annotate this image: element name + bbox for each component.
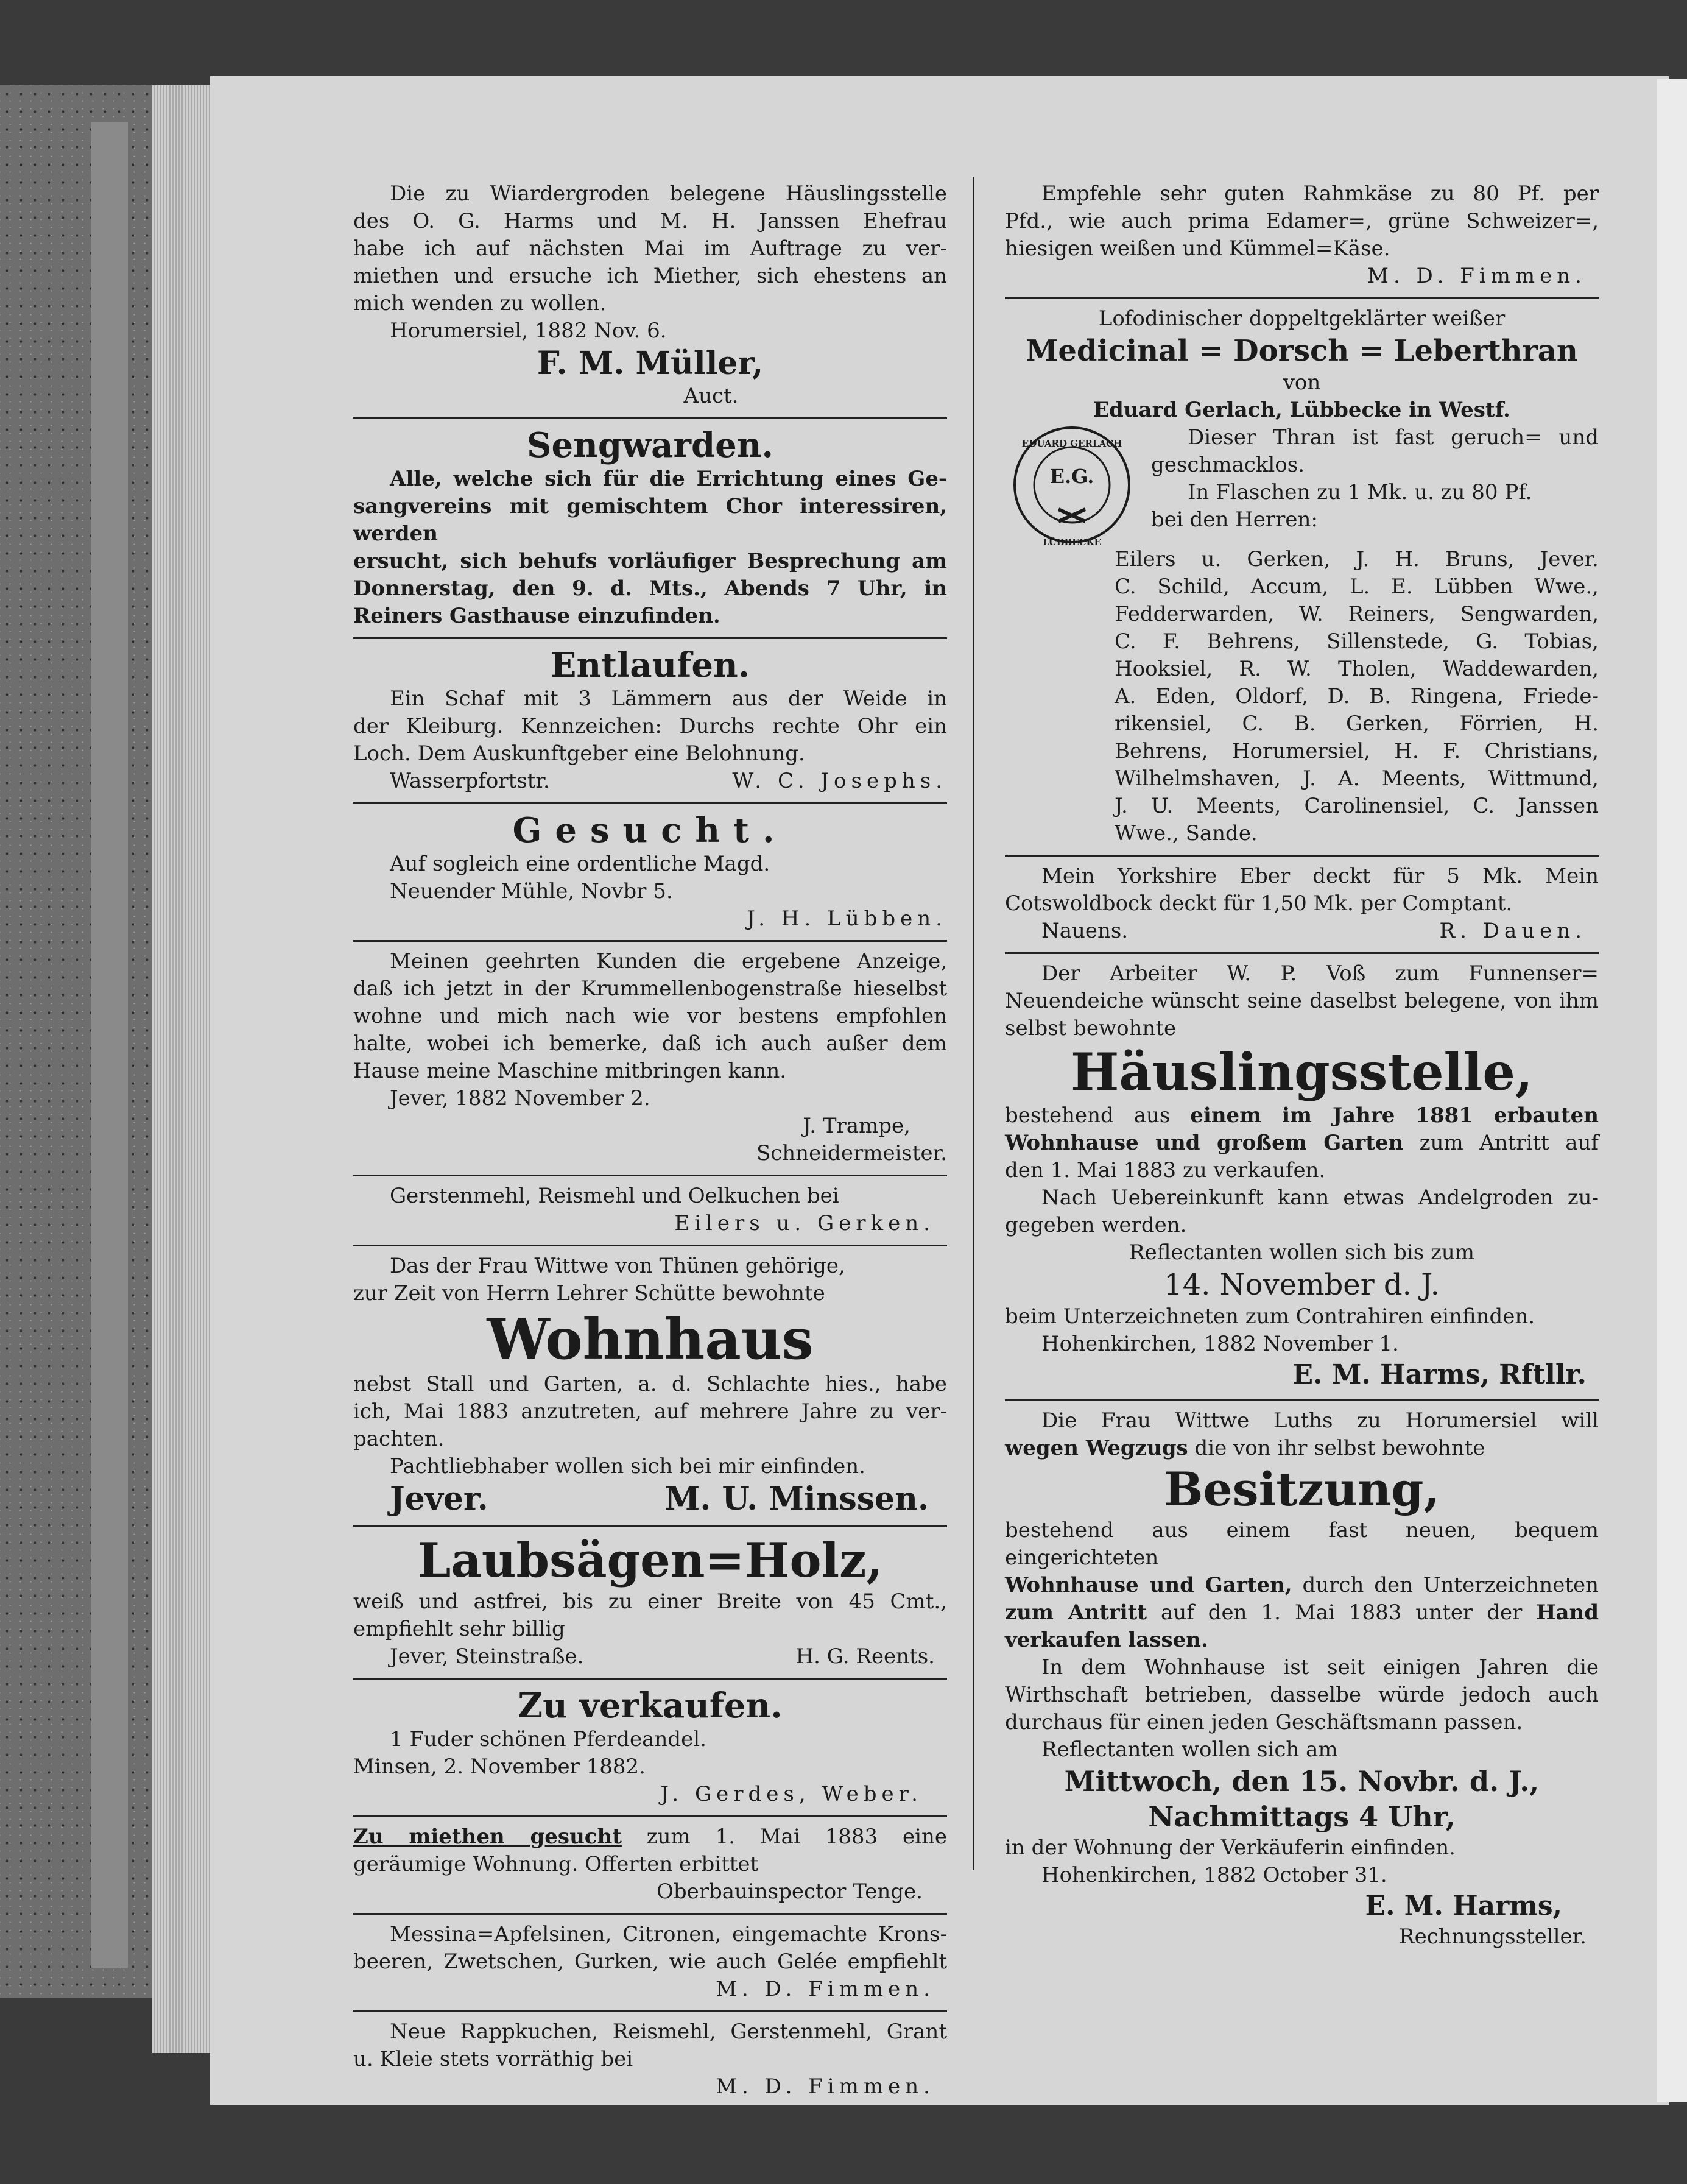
separator (353, 1245, 947, 1246)
ad-haeuslingsstelle-wiardergroden: Die zu Wiardergroden belegene Häuslingsstelle des O. G. Harms und M. H. Janssen Ehefrau habe ich auf nächsten Mai im Auftrage zu ver- miethen und ersuche ich Miether, sich ehestens an mich wenden zu wollen. Horumersiel, 1882 Nov. 6. F. M. Müller, Auct. (353, 182, 947, 408)
separator (1005, 1399, 1599, 1401)
ad-haeuslingsstelle-voss: Der Arbeiter W. P. Voß zum Funnenser= Neuendeiche wünscht seine daselbst belegene, von ihm selbst bewohnte Häuslingsstelle, bestehend aus einem im Jahre 1881 erbauten Wohnhause und großem Garten zum Antritt auf den 1. Mai 1883 zu verkaufen. Nach Uebereinkunft kann etwas Andelgroden zu- gegeben werden. Reflectanten wollen sich bis zum 14. November d. J. beim Unterzeichneten zum Contrahiren einfinden. Hohenkirchen, 1882 November 1. E. M. Harms, Rftllr. (1005, 961, 1599, 1390)
ad-leberthran: Lofodinischer doppeltgeklärter weißer Medicinal = Dorsch = Leberthran von Eduard Gerlach, Lübbecke in Westf. E.G. EDUARD GERLACH LÜBBECKE Dieser Thran ist fast geruch= und geschmacklos. In Flaschen zu 1 Mk. u. zu 80 Pf. bei den Herren: Eilers u. Gerken, J. H. Bruns, Jever. C. Schild, Accum, L. E. Lübben Wwe., Fedderwarden, W. Reiners, Sengwarden, C. F. Behrens, Sillenstede, G. Tobias, Hooksiel, R. W. Tholen, Waddewarden, A. Eden, Oldorf, D. B. Ringena, Friede- rikensiel, C. B. Gerken, Förrien, H. Behrens, Horumersiel, H. F. Christians, Wilhelmshaven, J. A. Meents, Wittmund, J. U. Meents, Carolinensiel, C. Janssen Wwe., Sande. (1005, 302, 1599, 852)
ad-title: Sengwarden. (527, 425, 773, 465)
ad-sengwarden: Sengwarden. Alle, welche sich für die Errichtung eines Ge- sangvereins mit gemischtem Chor interessiren, werden ersucht, sich behufs vorläufiger Besprechung am Donnerstag, den 9. d. Mts., Abends 7 Uhr, in Reiners Gasthause einzufinden. (353, 425, 947, 628)
next-page-edge (1657, 79, 1687, 2102)
page-edges (152, 85, 210, 2053)
separator (353, 1913, 947, 1915)
ad-title: Gesucht. (512, 810, 788, 850)
ad-rappkuchen: Neue Rappkuchen, Reismehl, Gerstenmehl, Grant u. Kleie stets vorräthig bei M. D. Fimmen. (353, 2020, 947, 2099)
separator (353, 1175, 947, 1176)
book-spine (91, 122, 128, 1968)
ad-yorkshire-eber: Mein Yorkshire Eber deckt für 5 Mk. Mein Cotswoldbock deckt für 1,50 Mk. per Comptant. Nauens. R. Dauen. (1005, 864, 1599, 943)
right-column (1005, 177, 1599, 1956)
gerlach-seal: E.G. EDUARD GERLACH LÜBBECKE (1011, 424, 1133, 546)
ad-trampe: Meinen geehrten Kunden die ergebene Anzeige, daß ich jetzt in der Krummellenbogenstraße hieselbst wohne und mich nach wie vor bestens empfohlen halte, wobei ich bemerke, daß ich auch außer dem Hause meine Maschine mitbringen kann. Jever, 1882 November 2. J. Trampe, Schneidermeister. (353, 949, 947, 1165)
ad-title: Laubsägen=Holz, (417, 1533, 883, 1588)
ad-laubsaegen-holz: Laubsägen=Holz, weiß und astfrei, bis zu einer Breite von 45 Cmt., empfiehlt sehr billig Jever, Steinstraße. H. G. Reents. (353, 1533, 947, 1669)
separator (353, 2010, 947, 2012)
separator (353, 1678, 947, 1680)
ad-entlaufen: Entlaufen. Ein Schaf mit 3 Lämmern aus der Weide in der Kleiburg. Kennzeichen: Durchs rechte Ohr ein Loch. Dem Auskunftgeber eine Belohnung. Wasserpfortstr. W. C. Josephs. (353, 645, 947, 793)
ad-besitzung: Die Frau Wittwe Luths zu Horumersiel will wegen Wegzugs die von ihr selbst bewohnte Besitzung, bestehend aus einem fast neuen, bequem eingerichteten Wohnhause und Garten, durch den Unterzeichneten zum Antritt auf den 1. Mai 1883 unter der Hand verkaufen lassen. In dem Wohnhause ist seit einigen Jahren die Wirthschaft betrieben, dasselbe würde jedoch auch durchaus für einen jeden Geschäftsmann passen. Reflectanten wollen sich am Mittwoch, den 15. Novbr. d. J., Nachmittags 4 Uhr, in der Wohnung der Verkäuferin einfinden. Hohenkirchen, 1882 October 31. E. M. Harms, Rechnungssteller. (1005, 1408, 1599, 1949)
ad-title: Besitzung, (1164, 1462, 1440, 1516)
ad-messina-apfelsinen: Messina=Apfelsinen, Citronen, eingemachte Krons- beeren, Zwetschen, Gurken, wie auch Gelée empfiehlt M. D. Fimmen. (353, 1922, 947, 2001)
separator (353, 637, 947, 639)
ad-title: Entlaufen. (550, 645, 750, 685)
ad-title: Häuslingsstelle, (1070, 1042, 1534, 1102)
ad-gesucht: Gesucht. Auf sogleich eine ordentliche Magd. Neuender Mühle, Novbr 5. J. H. Lübben. (353, 807, 947, 938)
separator (353, 940, 947, 942)
separator (1005, 297, 1599, 299)
ad-rahmkaese: Empfehle sehr guten Rahmkäse zu 80 Pf. per Pfd., wie auch prima Edamer=, grüne Schweizer=, hiesigen weißen und Kümmel=Käse. M. D. Fimmen. (1005, 182, 1599, 288)
separator (1005, 855, 1599, 857)
left-column (353, 177, 947, 2105)
separator (353, 417, 947, 419)
ad-gerstenmehl: Gerstenmehl, Reismehl und Oelkuchen bei Eilers u. Gerken. (390, 1184, 935, 1235)
separator (353, 1525, 947, 1527)
separator (1005, 952, 1599, 954)
column-divider (973, 177, 974, 1870)
ad-title: Zu verkaufen. (518, 1686, 783, 1726)
separator (353, 1815, 947, 1817)
ad-zu-miethen-gesucht: Zu miethen gesucht zum 1. Mai 1883 eine geräumige Wohnung. Offerten erbittet Oberbauinspector Tenge. (353, 1825, 947, 1904)
separator (353, 802, 947, 804)
book-cover (0, 85, 152, 1998)
ad-title: Wohnhaus (487, 1306, 814, 1372)
ad-wohnhaus: Das der Frau Wittwe von Thünen gehörige, zur Zeit von Herrn Lehrer Schütte bewohnte Wohnhaus nebst Stall und Garten, a. d. Schlachte hies., habe ich, Mai 1883 anzutreten, auf mehrere Jahre zu ver- pachten. Pachtliebhaber wollen sich bei mir einfinden. Jever. M. U. Minssen. (353, 1254, 947, 1518)
ad-zu-verkaufen: Zu verkaufen. 1 Fuder schönen Pferdeandel. Minsen, 2. November 1882. J. Gerdes, Weber. (353, 1682, 947, 1813)
signature: F. M. Müller, (537, 345, 764, 382)
ad-title: Medicinal = Dorsch = Leberthran (1026, 334, 1578, 368)
